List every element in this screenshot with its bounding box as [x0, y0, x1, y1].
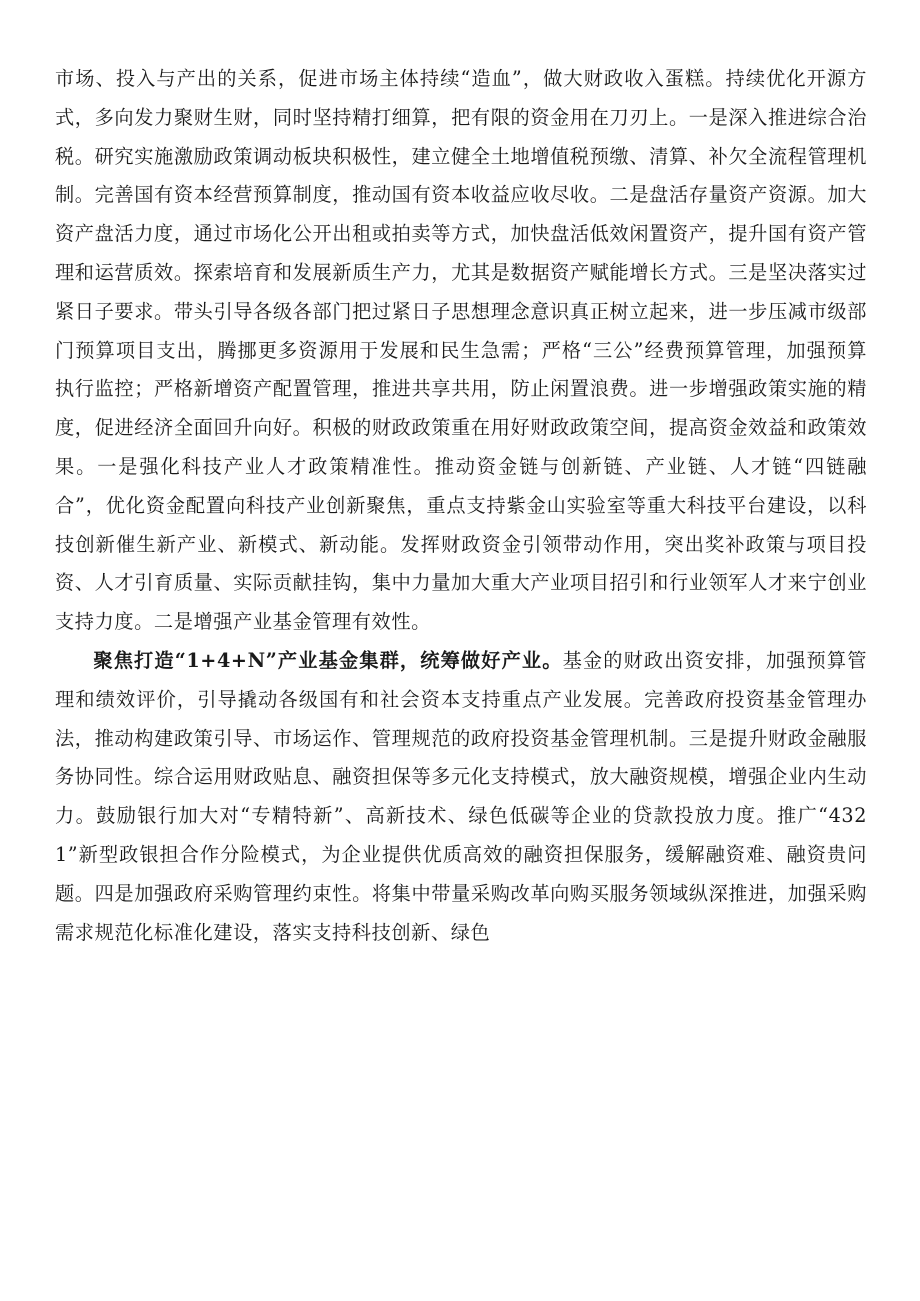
body-paragraph-2: [55, 642, 867, 952]
paragraph-body: 基金的财政出资安排，加强预算管理和绩效评价，引导撬动各级国有和社会资本支持重点产业发展。完善政府投资基金管理办法，推动构建政策引导、市场运作、管理规范的政府投资基金管理机制。三是提升财政金融服务协同性。综合运用财政贴息、融资担保等多元化支持模式，放大融资规模，增强企业内生动力。鼓励银行加大对“专精特新”、高新技术、绿色低碳等企业的贷款投放力度。推广“4321”新型政银担合作分险模式，为企业提供优质高效的融资担保服务，缓解融资难、融资贵问题。四是加强政府采购管理约束性。将集中带量采购改革向购买服务领域纵深推进，加强采购需求规范化标准化建设，落实支持科技创新、绿色: [55, 648, 868, 944]
document-page: [55, 60, 867, 952]
body-paragraph-1: 市场、投入与产出的关系，促进市场主体持续“造血”，做大财政收入蛋糕。持续优化开源方式，多向发力聚财生财，同时坚持精打细算，把有限的资金用在刀刃上。一是深入推进综合治税。研究实施激励政策调动板块积极性，建立健全土地增值税预缴、清算、补欠全流程管理机制。完善国有资本经营预算制度，推动国有资本收益应收尽收。二是盘活存量资产资源。加大资产盘活力度，通过市场化公开出租或拍卖等方式，加快盘活低效闲置资产，提升国有资产管理和运营质效。探索培育和发展新质生产力，尤其是数据资产赋能增长方式。三是坚决落实过紧日子要求。带头引导各级各部门把过紧日子思想理念意识真正树立起来，进一步压减市级部门预算项目支出，腾挪更多资源用于发展和民生急需；严格“三公”经费预算管理，加强预算执行监控；严格新增资产配置管理，推进共享共用，防止闲置浪费。进一步增强政策实施的精度，促进经济全面回升向好。积极的财政政策重在用好财政政策空间，提高资金效益和政策效果。一是强化科技产业人才政策精准性。推动资金链与创新链、产业链、人才链“四链融合”，优化资金配置向科技产业创新聚焦，重点支持紫金山实验室等重大科技平台建设，以科技创新催生新产业、新模式、新动能。发挥财政资金引领带动作用，突出奖补政策与项目投资、人才引育质量、实际贡献挂钩，集中力量加大重大产业项目招引和行业领军人才来宁创业支持力度。二是增强产业基金管理有效性。: [55, 67, 867, 634]
paragraph-heading: 聚焦打造“1+4+N”产业基金集群，统筹做好产业。: [93, 648, 563, 672]
